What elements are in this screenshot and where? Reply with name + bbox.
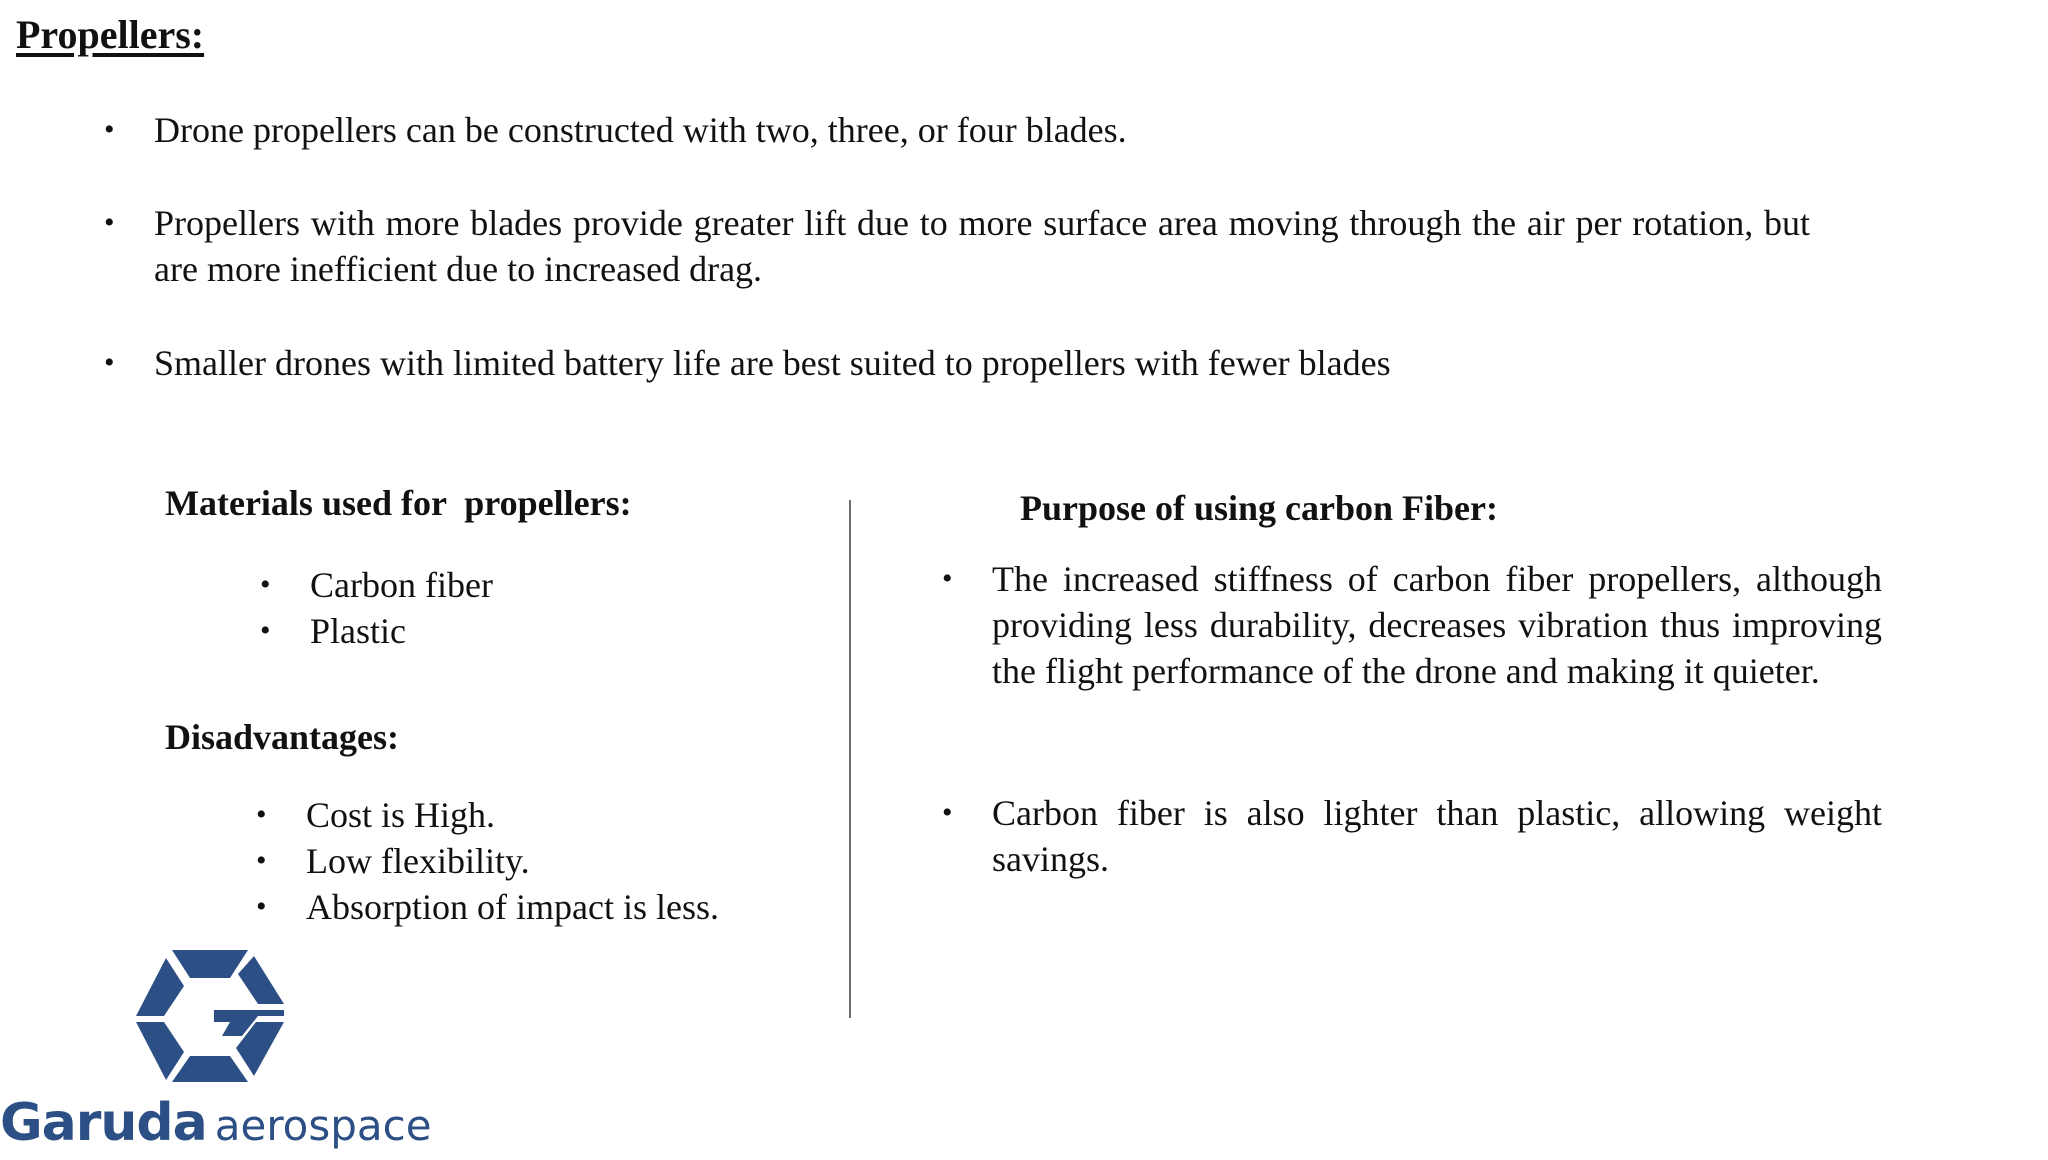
bullet-dot: •: [104, 113, 115, 146]
intro-bullet-text: Propellers with more blades provide greater lift due to more surface area moving through the air per rotation, but are more inefficient due to increased drag.: [154, 203, 1810, 289]
bullet-dot: •: [942, 562, 953, 595]
carbon-fiber-heading: Purpose of using carbon Fiber:: [1020, 488, 1499, 528]
garuda-aerospace-logo: [0, 940, 430, 1152]
logo-brand-text: Garuda: [0, 1093, 207, 1153]
bullet-dot: •: [260, 568, 271, 601]
bullet-dot: •: [942, 796, 953, 829]
intro-bullet-text: Smaller drones with limited battery life are best suited to propellers with fewer blades: [154, 343, 1391, 383]
disadvantage-item-text: Absorption of impact is less.: [306, 887, 719, 927]
logo-wordmark: [0, 1093, 432, 1160]
disadvantage-item-text: Low flexibility.: [306, 841, 530, 881]
slide-title: Propellers:: [16, 12, 205, 57]
disadvantages-heading: Disadvantages:: [165, 717, 400, 757]
material-item-text: Plastic: [310, 611, 406, 651]
materials-heading: Materials used for propellers:: [165, 483, 632, 523]
bullet-dot: •: [256, 890, 267, 923]
disadvantage-item-text: Cost is High.: [306, 795, 496, 835]
bullet-dot: •: [256, 798, 267, 831]
carbon-fiber-bullet-text: Carbon fiber is also lighter than plastic, allowing weight savings.: [992, 793, 1882, 879]
column-divider: [849, 500, 851, 1018]
intro-bullet-text: Drone propellers can be constructed with two, three, or four blades.: [154, 110, 1127, 150]
logo-sub-text: aerospace: [214, 1101, 432, 1150]
bullet-dot: •: [260, 614, 271, 647]
bullet-dot: •: [256, 844, 267, 877]
garuda-hexagon-logo-icon: [134, 948, 286, 1084]
carbon-fiber-bullet-text: The increased stiffness of carbon fiber propellers, although providing less durability, decreases vibration thus improving the flight performance of the drone and making it quieter.: [992, 559, 1882, 691]
material-item-text: Carbon fiber: [310, 565, 493, 605]
bullet-dot: •: [104, 346, 115, 379]
bullet-dot: •: [104, 206, 115, 239]
